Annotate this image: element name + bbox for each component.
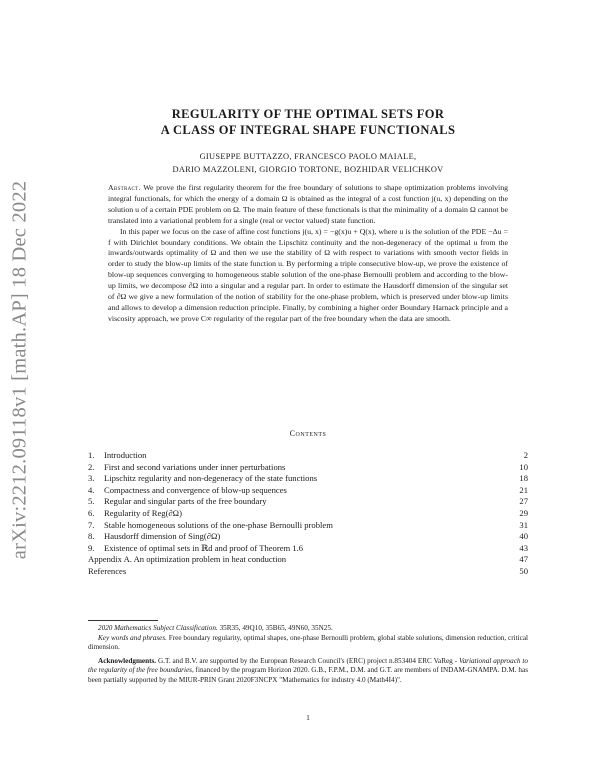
- toc-entry-title: Regular and singular parts of the free boundary: [104, 496, 267, 507]
- toc-entry-number: 6.: [88, 507, 95, 518]
- msc-codes: 35R35, 49Q10, 35B65, 49N60, 35N25.: [219, 624, 333, 632]
- toc-entry-page: 29: [519, 507, 528, 518]
- toc-entry-label: [88, 496, 267, 508]
- toc-entry-number: 7.: [88, 519, 95, 530]
- acknowledgments: [88, 657, 528, 686]
- toc-entry[interactable]: [88, 462, 528, 474]
- paper-title: [88, 106, 528, 138]
- toc-entry-label: [88, 508, 182, 520]
- toc-entry-page: 2: [523, 450, 528, 460]
- toc-entry-number: 3.: [88, 473, 95, 484]
- ack-text-2: , financed by the program Horizon 2020. G.B., F.P.M., D.M. and G.T. are members of INDAM-GNAMPA. D.M. has been partially supported by the MIUR-PRIN Grant 2020F3NCPX "Mathematics for industry 4.0 (Math4I4)".: [88, 666, 529, 684]
- abstract-paragraph-2: In this paper we focus on the case of affine cost functions j(u, x) = −g(x)u + Q(x), where u is the solution of the PDE −Δu = f with Dirichlet boundary conditions. We obtain the Lipschitz continuity and the non-degeneracy of the optimal u from the inwards/outwards optimality of Ω and then we use the stability of Ω with respect to variations with smooth vector fields in order to study the blow-up limits of the state function u. By performing a triple consecutive blow-up, we prove the existence of blow-up sequences converging to homogeneous stable solution of the one-phase Bernoulli problem and according to the blow-up limits, we decompose ∂Ω into a singular and a regular part. In order to estimate the Hausdorff dimension of the singular set of ∂Ω we give a new formulation of the notion of stability for the one-phase problem, which is preserved under blow-up limits and allows to develop a dimension reduction principle. Finally, by combining a higher order Boundary Harnack principle and a viscosity approach, we prove C∞ regularity of the regular part of the free boundary when the data are smooth.: [108, 226, 508, 323]
- toc-entry-number: 1.: [88, 450, 95, 460]
- toc-entry[interactable]: [88, 554, 528, 566]
- page-number: 1: [306, 713, 310, 722]
- abstract: [108, 183, 508, 325]
- toc-entry-label: [88, 450, 146, 462]
- title-line-2: A CLASS OF INTEGRAL SHAPE FUNCTIONALS: [160, 123, 456, 137]
- toc-entry-label: [88, 543, 303, 555]
- authors-line-2: DARIO MAZZOLENI, GIORGIO TORTONE, BOZHIDAR VELICHKOV: [172, 164, 444, 174]
- toc-entry[interactable]: [88, 485, 528, 497]
- toc-entry-label: [88, 462, 285, 474]
- toc-entry-page: 40: [519, 531, 528, 542]
- toc-entry-number: 2.: [88, 461, 95, 472]
- toc-entry-page: 43: [519, 542, 528, 553]
- toc-entry[interactable]: [88, 508, 528, 520]
- toc-entry[interactable]: [88, 496, 528, 508]
- toc-entry-page: 47: [519, 554, 528, 565]
- toc-entry-label: [88, 554, 286, 566]
- keywords-text: Free boundary regularity, optimal shapes, one-phase Bernoulli problem, global stable solutions, dimension reduction, critical dimension.: [88, 633, 529, 652]
- toc-entry-label: [88, 485, 287, 497]
- toc-entry-title: Existence of optimal sets in ℝd and proof of Theorem 1.6: [104, 542, 304, 553]
- ack-label: Acknowledgments.: [98, 656, 157, 665]
- toc-entry-label: [88, 473, 317, 485]
- toc-entry-title: Regularity of Reg(∂Ω): [104, 507, 182, 518]
- toc-entry-page: 18: [519, 473, 528, 484]
- toc-entry[interactable]: [88, 473, 528, 485]
- keywords-label: Key words and phrases.: [98, 633, 167, 642]
- msc-label: 2020 Mathematics Subject Classification.: [98, 624, 218, 632]
- toc-entry-title: Stable homogeneous solutions of the one-phase Bernoulli problem: [104, 519, 333, 530]
- authors-line-1: GIUSEPPE BUTTAZZO, FRANCESCO PAOLO MAIALE,: [199, 152, 417, 161]
- toc-entry-page: 10: [519, 461, 528, 472]
- keywords-footnote: [88, 634, 528, 653]
- footnotes: [88, 624, 528, 686]
- abstract-paragraph-1: [108, 183, 508, 227]
- toc-entry[interactable]: [88, 450, 528, 462]
- toc-entry[interactable]: [88, 543, 528, 555]
- ack-text-1: G.T. and B.V. are supported by the European Research Council's (ERC) project n.853404 ERC VaReg -: [158, 656, 459, 665]
- toc-entry-title: References: [88, 565, 127, 576]
- table-of-contents: [88, 450, 528, 578]
- toc-entry-title: Hausdorff dimension of Sing(∂Ω): [104, 531, 221, 542]
- footnote-divider: [88, 620, 158, 621]
- toc-entry[interactable]: [88, 566, 528, 578]
- toc-entry-title: Introduction: [104, 450, 147, 460]
- author-list: [88, 151, 528, 176]
- toc-entry-page: 21: [519, 484, 528, 495]
- msc-footnote: [88, 624, 528, 634]
- toc-entry-label: [88, 520, 333, 532]
- abstract-label: Abstract.: [108, 183, 141, 192]
- arxiv-stamp-text: arXiv:2212.09118v1 [math.AP] 18 Dec 2022: [8, 180, 31, 560]
- toc-entry-page: 27: [519, 496, 528, 507]
- arxiv-stamp: [4, 150, 36, 590]
- abstract-text-1: We prove the first regularity theorem for the free boundary of solutions to shape optimization problems involving integral functionals, for which the energy of a domain Ω is obtained as the integral of a cost function j(u, x) depending on the solution u of a certain PDE problem on Ω. The main feature of these functionals is that the minimality of a domain Ω cannot be translated into a variational problem for a single (real or vector valued) state function.: [108, 183, 508, 225]
- toc-entry[interactable]: [88, 531, 528, 543]
- toc-entry-number: 4.: [88, 484, 95, 495]
- ack-project-title: Variational approach to the regularity of the free boundaries: [88, 656, 529, 675]
- toc-entry-page: 31: [519, 519, 528, 530]
- toc-entry-number: 8.: [88, 531, 95, 542]
- title-line-1: REGULARITY OF THE OPTIMAL SETS FOR: [171, 107, 445, 121]
- contents-heading: Contents: [289, 429, 327, 438]
- toc-entry-page: 50: [519, 565, 528, 576]
- toc-entry[interactable]: [88, 520, 528, 532]
- toc-entry-number: 9.: [88, 542, 95, 553]
- toc-entry-title: Lipschitz regularity and non-degeneracy of the state functions: [104, 473, 318, 484]
- toc-entry-title: Appendix A. An optimization problem in heat conduction: [88, 554, 287, 565]
- toc-entry-label: [88, 531, 220, 543]
- toc-entry-label: [88, 566, 126, 578]
- toc-entry-number: 5.: [88, 496, 95, 507]
- toc-entry-title: Compactness and convergence of blow-up sequences: [104, 484, 287, 495]
- toc-entry-title: First and second variations under inner perturbations: [104, 461, 286, 472]
